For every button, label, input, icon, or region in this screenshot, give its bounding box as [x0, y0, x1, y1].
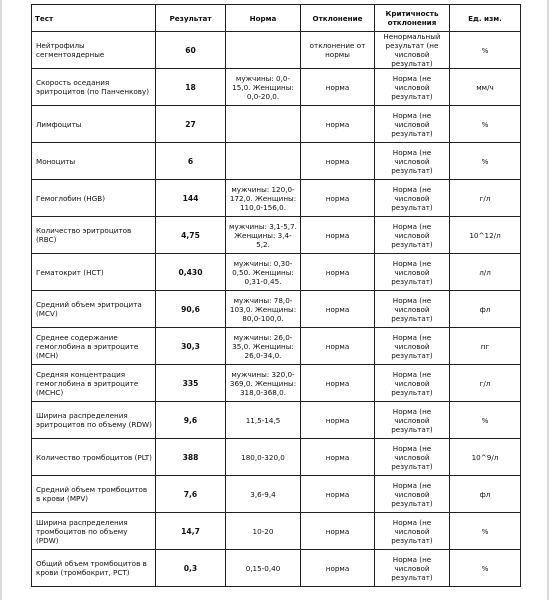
cell-unit: % [450, 550, 521, 587]
cell-test: Гематокрит (HCT) [32, 254, 156, 291]
cell-deviation: норма [301, 550, 375, 587]
table-row [32, 402, 521, 439]
cell-norm: мужчины: 3,1-5,7. Женщины: 3,4-5,2. [226, 217, 301, 254]
cell-unit: пг [450, 328, 521, 365]
cell-result: 27 [156, 106, 226, 143]
cell-test: Лимфоциты [32, 106, 156, 143]
lab-results-table [31, 4, 521, 587]
cell-unit: % [450, 402, 521, 439]
cell-deviation: норма [301, 143, 375, 180]
table-row [32, 254, 521, 291]
cell-unit: г/л [450, 365, 521, 402]
cell-deviation: норма [301, 106, 375, 143]
cell-norm: 3,6-9,4 [226, 476, 301, 513]
cell-result: 4,75 [156, 217, 226, 254]
cell-unit: г/л [450, 180, 521, 217]
header-unit: Ед. изм. [450, 5, 521, 32]
cell-norm: мужчины: 26,0-35,0. Женщины: 26,0-34,0. [226, 328, 301, 365]
cell-test: Ширина распределения тромбоцитов по объему (PDW) [32, 513, 156, 550]
header-result: Результат [156, 5, 226, 32]
cell-norm [226, 32, 301, 69]
cell-criticality: Норма (не числовой результат) [375, 106, 450, 143]
cell-test: Количество тромбоцитов (PLT) [32, 439, 156, 476]
cell-criticality: Норма (не числовой результат) [375, 328, 450, 365]
cell-deviation: норма [301, 513, 375, 550]
cell-deviation: норма [301, 180, 375, 217]
table-row [32, 217, 521, 254]
cell-test: Средний объем тромбоцитов в крови (MPV) [32, 476, 156, 513]
cell-test: Средний объем эритроцита (MCV) [32, 291, 156, 328]
cell-test: Моноциты [32, 143, 156, 180]
cell-unit: 10^12/л [450, 217, 521, 254]
cell-result: 14,7 [156, 513, 226, 550]
table-row [32, 143, 521, 180]
cell-unit: мм/ч [450, 69, 521, 106]
cell-norm: мужчины: 78,0-103,0. Женщины: 80,0-100,0. [226, 291, 301, 328]
cell-result: 7,6 [156, 476, 226, 513]
cell-deviation: норма [301, 69, 375, 106]
header-deviation: Отклонение [301, 5, 375, 32]
cell-norm: 10-20 [226, 513, 301, 550]
cell-test: Ширина распределения эритроцитов по объему (RDW) [32, 402, 156, 439]
page-edge-left [0, 0, 2, 600]
table-row [32, 180, 521, 217]
cell-norm: мужчины: 0,0-15,0. Женщины: 0,0-20,0. [226, 69, 301, 106]
cell-test: Среднее содержание гемоглобина в эритроците (MCH) [32, 328, 156, 365]
cell-criticality: Норма (не числовой результат) [375, 365, 450, 402]
cell-test: Нейтрофилы сегментоядерные [32, 32, 156, 69]
cell-norm: мужчины: 120,0-172,0. Женщины: 110,0-156,0. [226, 180, 301, 217]
cell-criticality: Норма (не числовой результат) [375, 217, 450, 254]
cell-unit: % [450, 143, 521, 180]
cell-result: 6 [156, 143, 226, 180]
header-criticality: Критичность отклонения [375, 5, 450, 32]
cell-test: Общий объем тромбоцитов в крови (тромбокрит, PCT) [32, 550, 156, 587]
cell-norm: мужчины: 0,30-0,50. Женщины: 0,31-0,45. [226, 254, 301, 291]
cell-deviation: норма [301, 476, 375, 513]
cell-norm: 0,15-0,40 [226, 550, 301, 587]
header-test: Тест [32, 5, 156, 32]
table-row [32, 291, 521, 328]
cell-criticality: Норма (не числовой результат) [375, 513, 450, 550]
cell-criticality: Ненормальный результат (не числовой результат) [375, 32, 450, 69]
cell-unit: фл [450, 291, 521, 328]
cell-criticality: Норма (не числовой результат) [375, 69, 450, 106]
cell-norm: мужчины: 320,0-369,0. Женщины: 318,0-368,0. [226, 365, 301, 402]
cell-unit: % [450, 106, 521, 143]
table-row [32, 476, 521, 513]
cell-test: Скорость оседания эритроцитов (по Панченкову) [32, 69, 156, 106]
cell-deviation: норма [301, 291, 375, 328]
cell-criticality: Норма (не числовой результат) [375, 550, 450, 587]
cell-norm: 11,5-14,5 [226, 402, 301, 439]
cell-criticality: Норма (не числовой результат) [375, 439, 450, 476]
cell-result: 0,3 [156, 550, 226, 587]
cell-result: 90,6 [156, 291, 226, 328]
cell-norm: 180,0-320,0 [226, 439, 301, 476]
cell-deviation: норма [301, 328, 375, 365]
cell-test: Количество эритроцитов (RBC) [32, 217, 156, 254]
cell-test: Гемоглобин (HGB) [32, 180, 156, 217]
table-header-row [32, 5, 521, 32]
cell-unit: % [450, 32, 521, 69]
cell-deviation: норма [301, 365, 375, 402]
cell-result: 30,3 [156, 328, 226, 365]
table-row [32, 69, 521, 106]
cell-criticality: Норма (не числовой результат) [375, 143, 450, 180]
cell-unit: 10^9/л [450, 439, 521, 476]
table-row [32, 550, 521, 587]
cell-criticality: Норма (не числовой результат) [375, 402, 450, 439]
cell-deviation: отклонение от нормы [301, 32, 375, 69]
cell-result: 144 [156, 180, 226, 217]
cell-result: 60 [156, 32, 226, 69]
header-norm: Норма [226, 5, 301, 32]
table-row [32, 328, 521, 365]
table-row [32, 513, 521, 550]
cell-test: Средняя концентрация гемоглобина в эритроците (MCHC) [32, 365, 156, 402]
cell-deviation: норма [301, 254, 375, 291]
cell-unit: фл [450, 476, 521, 513]
cell-result: 335 [156, 365, 226, 402]
cell-result: 0,430 [156, 254, 226, 291]
cell-criticality: Норма (не числовой результат) [375, 180, 450, 217]
cell-unit: л/л [450, 254, 521, 291]
cell-criticality: Норма (не числовой результат) [375, 254, 450, 291]
table-row [32, 32, 521, 69]
cell-norm [226, 143, 301, 180]
cell-unit: % [450, 513, 521, 550]
cell-norm [226, 106, 301, 143]
cell-deviation: норма [301, 217, 375, 254]
table-row [32, 365, 521, 402]
cell-deviation: норма [301, 402, 375, 439]
table-row [32, 439, 521, 476]
cell-criticality: Норма (не числовой результат) [375, 476, 450, 513]
cell-deviation: норма [301, 439, 375, 476]
table-row [32, 106, 521, 143]
cell-result: 9,6 [156, 402, 226, 439]
cell-criticality: Норма (не числовой результат) [375, 291, 450, 328]
cell-result: 18 [156, 69, 226, 106]
cell-result: 388 [156, 439, 226, 476]
